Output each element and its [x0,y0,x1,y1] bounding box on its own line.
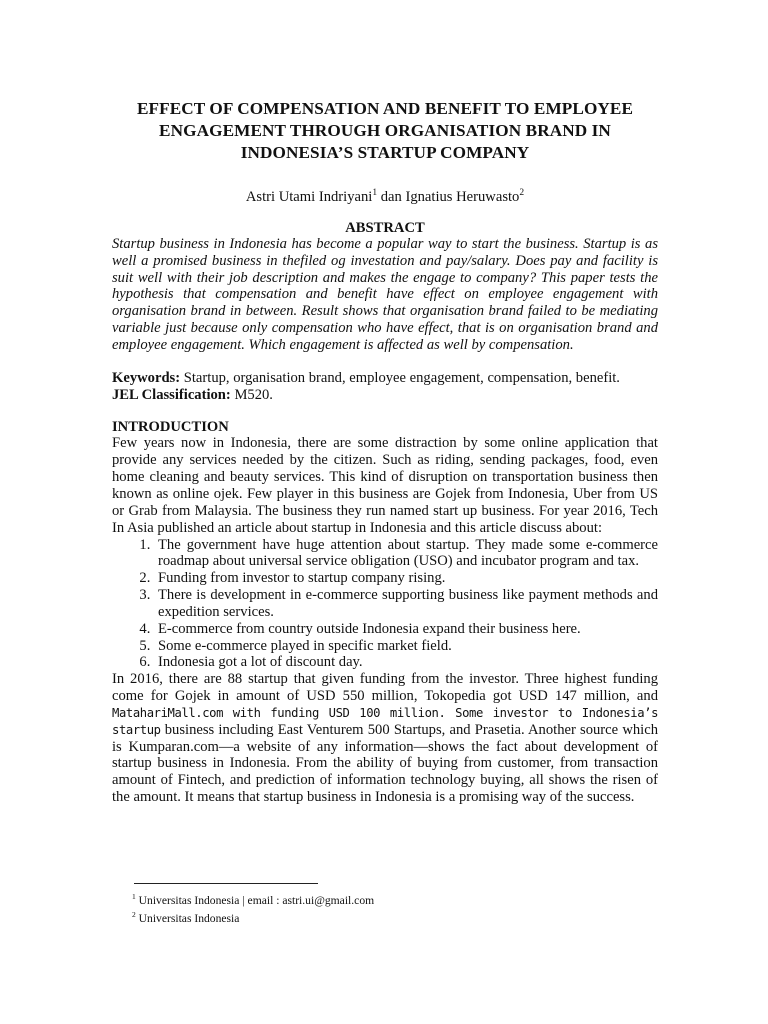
jel-label: JEL Classification: [112,386,231,403]
footnote-divider [134,883,318,884]
title-line-1: EFFECT OF COMPENSATION AND BENEFIT TO EMPLOYEE [136,99,634,118]
keywords-value: Startup, organisation brand, employee engagement, compensation, benefit. [180,369,620,386]
list-item: 1. The government have huge attention about startup. They made some e-commerce roadmap about universal service obligation (USO) and incubator program and tax. [154,537,658,571]
jel-value: M520. [230,386,273,403]
introduction-list [112,537,658,672]
paper-title [112,98,658,164]
authors-line [112,184,658,206]
keywords-block [112,370,658,404]
introduction-paragraph-2 [112,671,658,806]
author-1-affiliation: 1 [372,188,378,198]
list-item: 6. Indonesia got a lot of discount day. [154,654,658,671]
author-1: Astri Utami Indriyani [245,188,373,205]
list-item: 3. There is development in e-commerce supporting business like payment methods and expedition services. [154,587,658,621]
footnote-1 [132,890,374,908]
para2-part-b: MatahariMall.com with funding USD 100 million. Some investor to Indonesia’s startup [112,705,658,737]
title-line-3: INDONESIA’S STARTUP COMPANY [240,143,530,162]
list-item: 2. Funding from investor to startup company rising. [154,570,658,587]
author-2-affiliation: 2 [519,188,525,198]
list-item: 4. E-commerce from country outside Indonesia expand their business here. [154,621,658,638]
footnotes [132,890,374,926]
jel-line [112,387,658,404]
footnote-2-number: 2 [132,909,136,919]
keywords-line [112,370,658,387]
keywords-label: Keywords: [112,369,181,386]
author-connector: dan [377,188,406,205]
introduction-heading: INTRODUCTION [112,419,229,436]
para2-part-c: business including East Venturem 500 Startups, and Prasetia. Another source which is Kumparan.com—a website of any information—shows the fact about development of startup business in Indonesia. From the ability of buying from customer, from transaction amount of Fintech, and prediction of information technology buying, all shows the risen of the amount. It means that startup business in Indonesia is a promising way of the success. [112,721,658,806]
footnote-1-text: Universitas Indonesia | email : astri.ui@gmail.com [135,893,375,907]
para2-part-a: In 2016, there are 88 startup that given funding from the investor. Three highest funding come for Gojek in amount of USD 550 million, Tokopedia got USD 147 million, and [112,671,658,705]
title-line-2: ENGAGEMENT THROUGH ORGANISATION BRAND IN [159,121,611,140]
footnote-1-number: 1 [132,892,136,901]
abstract-heading: ABSTRACT [345,219,425,236]
introduction-paragraph-1: Few years now in Indonesia, there are some distraction by some online application that provide any services needed by the citizen. Such as riding, sending packages, food, even home cleaning and beauty services. This kind of disruption on transportation business then known as online ojek. Few player in this business are Gojek from Indonesia, Uber from US or Grab from Malaysia. The business they run named start up business. For year 2016, Tech In Asia published an article about startup in Indonesia and this article discuss about: [112,435,658,536]
footnote-2 [132,908,374,926]
author-2: Ignatius Heruwasto [405,188,520,205]
list-item: 5. Some e-commerce played in specific market field. [154,638,658,655]
footnote-2-text: Universitas Indonesia [135,911,240,925]
abstract-text: Startup business in Indonesia has become a popular way to start the business. Startup is as well a promised business in thefiled og investation and pay/salary. Does pay and facility is suit well with their job description and makes the engage to company? This paper tests the hypothesis that compensation and benefit have effect on employee engagement with organisation brand in between. Result shows that organisation brand failed to be mediating variable just because only compensation who have effect, that is on organisation brand and employee engagement. Which engagement is affected as well by compensation. [112,235,658,353]
paper-page [112,98,658,806]
